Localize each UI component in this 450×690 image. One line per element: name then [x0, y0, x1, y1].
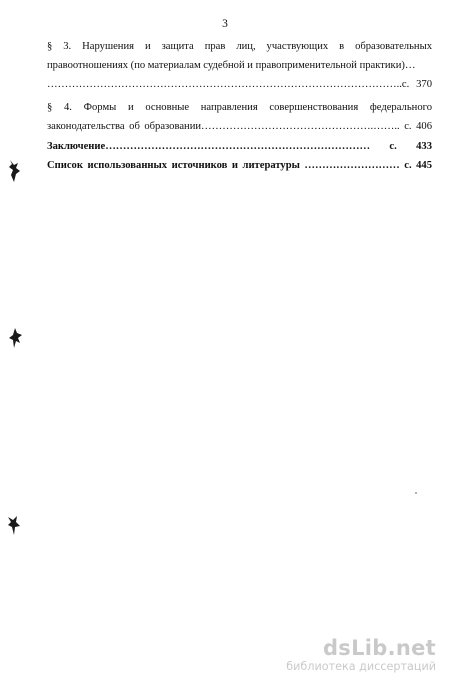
ink-blot-bottom — [5, 514, 23, 538]
ink-blot-top — [6, 158, 24, 184]
toc-entry-4-line-2: законодательства об образовании………………………………………….…….. с. 406 — [47, 121, 432, 132]
watermark — [276, 636, 436, 674]
toc-entry-3-line-2: правоотношениях (по материалам судебной и правоприменительной практики)… — [47, 60, 416, 71]
toc-entry-3-line-1: § 3. Нарушения и защита прав лиц, участвующих в образовательных — [47, 41, 432, 52]
toc-entry-3-line-3: ………………………………………………………………………………………..с. 370 — [47, 79, 432, 90]
scan-speck — [415, 492, 417, 494]
toc-conclusion: Заключение………………………………………………………………… с. 433 — [47, 141, 432, 152]
ink-blot-middle — [7, 326, 25, 352]
watermark-subtitle: библиотека диссертаций — [286, 660, 436, 673]
page-number: 3 — [222, 18, 228, 30]
watermark-logo: dsLib.net — [322, 636, 436, 660]
toc-entry-4-line-1: § 4. Формы и основные направления совершенствования федерального — [47, 102, 432, 113]
toc-bibliography: Список использованных источников и литературы ……………………… с. 445 — [47, 160, 432, 171]
